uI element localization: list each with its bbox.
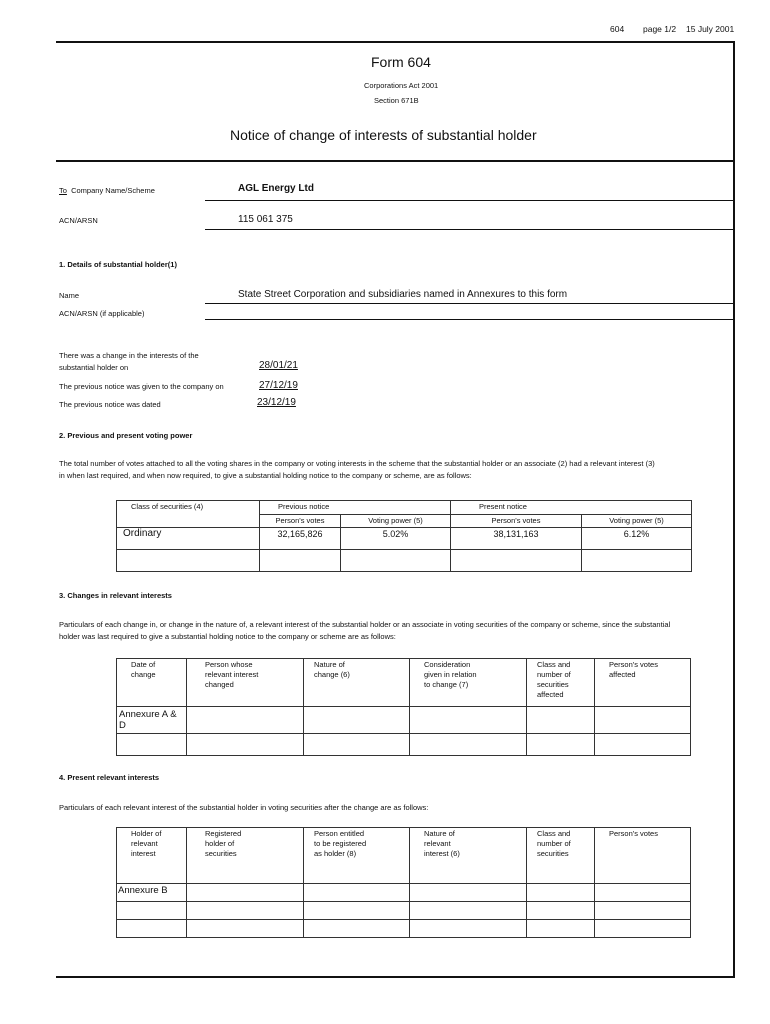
- annexure-b-cell[interactable]: Annexure B: [117, 884, 187, 902]
- col-nature-interest: Nature of relevant interest (6): [410, 828, 527, 884]
- col-prev-power: Voting power (5): [341, 515, 451, 528]
- voting-power-table: [116, 500, 692, 572]
- col-pres-votes: Person's votes: [451, 515, 582, 528]
- table-header-row: [117, 501, 692, 515]
- table-row: [117, 902, 691, 920]
- table-row: [117, 528, 692, 550]
- s2-para-1: The total number of votes attached to all the voting shares in the company or voting interests in the scheme that the substantial holder or an associate (2) had a relevant interest (3): [59, 459, 655, 468]
- form-title: Form 604: [371, 54, 431, 70]
- col-votes: Person's votes: [595, 828, 691, 884]
- s4-heading: 4. Present relevant interests: [59, 773, 160, 782]
- company-line: [205, 200, 733, 201]
- company-label: Company Name/Scheme: [71, 186, 155, 195]
- col-nature: Nature of change (6): [304, 659, 410, 707]
- col-date: Date of change: [117, 659, 187, 707]
- form-number: 604: [610, 24, 625, 34]
- annexure-a-d-cell[interactable]: Annexure A & D: [117, 707, 187, 734]
- acn-value[interactable]: 115 061 375: [238, 214, 293, 225]
- col-registered: Registered holder of securities: [187, 828, 304, 884]
- col-person: Person whose relevant interest changed: [187, 659, 304, 707]
- present-interests-table: [116, 827, 691, 938]
- to-prefix: To: [59, 186, 67, 195]
- prev-dated-label: The previous notice was dated: [59, 400, 161, 409]
- bottom-rule: [56, 976, 735, 978]
- table-row: [117, 734, 691, 756]
- col-prev-notice: Previous notice: [260, 501, 451, 515]
- s3-para-1: Particulars of each change in, or change in the nature of, a relevant interest of the substantial holder or an associate in voting securities of the company or scheme, since the substantial: [59, 620, 671, 629]
- header-date: 15 July 2001: [686, 24, 735, 34]
- col-pres-power: Voting power (5): [582, 515, 692, 528]
- pres-power-cell[interactable]: 6.12%: [582, 528, 692, 550]
- act-name: Corporations Act 2001: [364, 81, 439, 90]
- page-number: page 1/2: [643, 24, 677, 34]
- change-label-2: substantial holder on: [59, 363, 129, 372]
- s3-para-2: holder was last required to give a substantial holding notice to the company or scheme are as follows:: [59, 632, 396, 641]
- name-label: Name: [59, 291, 80, 300]
- s4-para: Particulars of each relevant interest of the substantial holder in voting securities after the change are as follows:: [59, 803, 429, 812]
- col-present-notice: Present notice: [451, 501, 692, 515]
- col-class-number: Class and number of securities affected: [527, 659, 595, 707]
- prev-votes-cell[interactable]: 32,165,826: [260, 528, 341, 550]
- notice-title: Notice of change of interests of substantial holder: [230, 127, 537, 143]
- prev-power-cell[interactable]: 5.02%: [341, 528, 451, 550]
- table-row: [117, 884, 691, 902]
- col-class-number-2: Class and number of securities: [527, 828, 595, 884]
- prev-given-date[interactable]: 27/12/19: [259, 380, 298, 391]
- acn-label: ACN/ARSN: [59, 216, 98, 225]
- change-date[interactable]: 28/01/21: [259, 360, 298, 371]
- col-holder: Holder of relevant interest: [117, 828, 187, 884]
- title-rule: [56, 160, 735, 162]
- table-row: [117, 920, 691, 938]
- company-name-value[interactable]: AGL Energy Ltd: [238, 183, 314, 194]
- top-rule: [56, 41, 735, 43]
- col-consideration: Consideration given in relation to change (7): [410, 659, 527, 707]
- table-row: [117, 550, 692, 572]
- s3-heading: 3. Changes in relevant interests: [59, 591, 172, 600]
- s2-para-2: in when last required, and when now required, to give a substantial holding notice to the company or scheme, are as follows:: [59, 471, 472, 480]
- s1-heading: 1. Details of substantial holder(1): [59, 260, 177, 269]
- right-rule: [733, 41, 735, 977]
- table-row: [117, 707, 691, 734]
- prev-given-label: The previous notice was given to the company on: [59, 382, 224, 391]
- col-class: Class of securities (4): [117, 501, 260, 528]
- holder-acn-label: ACN/ARSN (if applicable): [59, 309, 145, 318]
- col-entitled: Person entitled to be registered as holder (8): [304, 828, 410, 884]
- class-cell[interactable]: Ordinary: [117, 528, 260, 550]
- name-line: [205, 303, 733, 304]
- pres-votes-cell[interactable]: 38,131,163: [451, 528, 582, 550]
- change-label-1: There was a change in the interests of the: [59, 351, 199, 360]
- to-label: [59, 186, 155, 195]
- s2-heading: 2. Previous and present voting power: [59, 431, 193, 440]
- col-prev-votes: Person's votes: [260, 515, 341, 528]
- section-name: Section 671B: [374, 96, 419, 105]
- holder-acn-line: [205, 319, 733, 320]
- table-header-row: [117, 659, 691, 707]
- table-header-row: [117, 828, 691, 884]
- holder-name-value[interactable]: State Street Corporation and subsidiaries named in Annexures to this form: [238, 289, 568, 300]
- changes-table: [116, 658, 691, 756]
- acn-line: [205, 229, 733, 230]
- prev-dated-date[interactable]: 23/12/19: [257, 397, 296, 408]
- col-votes-affected: Person's votes affected: [595, 659, 691, 707]
